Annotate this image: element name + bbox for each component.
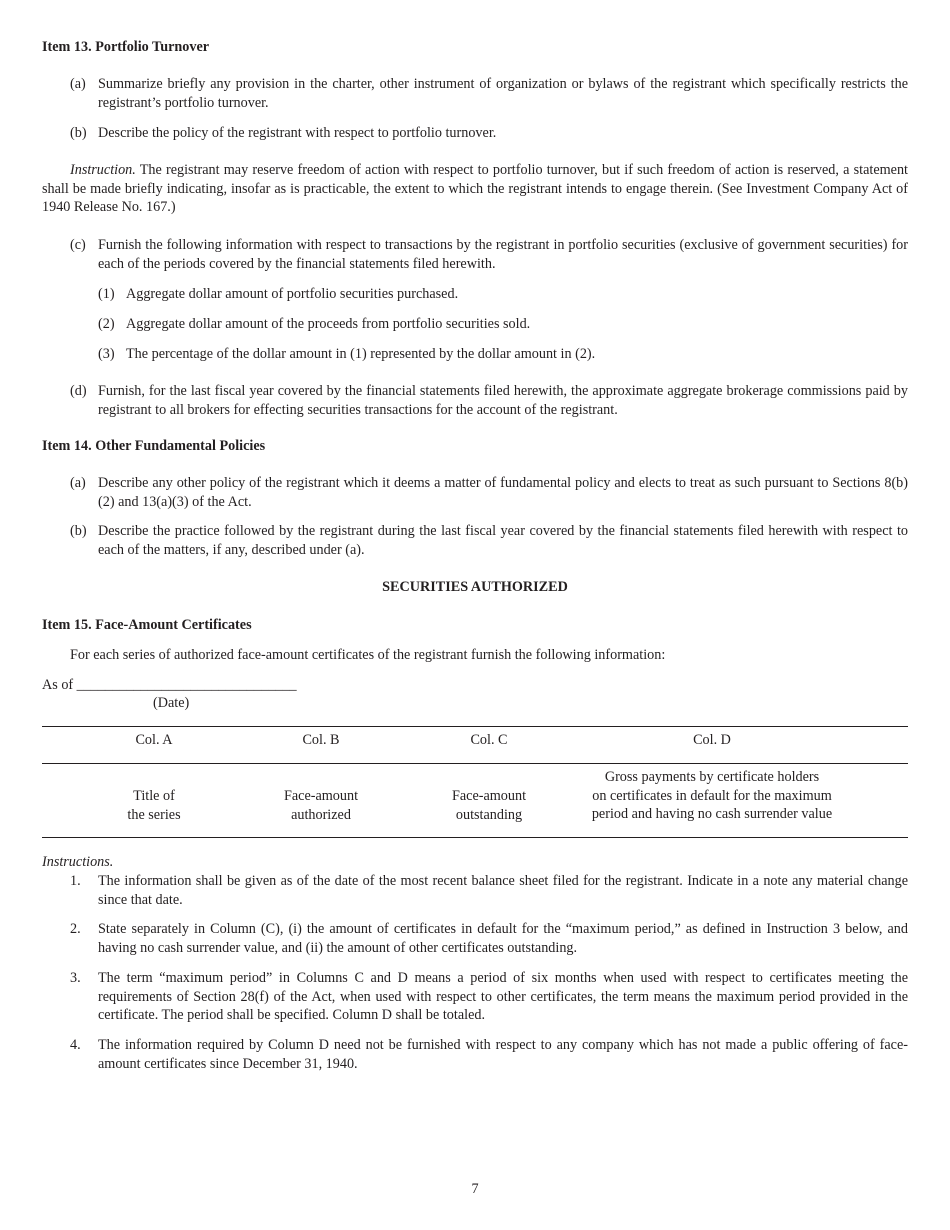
col-c-header: Col. C [470, 732, 508, 748]
item13-heading: Item 13. Portfolio Turnover [42, 39, 210, 55]
item13-b-label: (b) [70, 125, 87, 141]
instruction-3-text: The term “maximum period” in Columns C and D means a period of six months when used with respect to certificates meeting the requirements of Section 28(f) of the Act, when used with respect to other certificates, the term means the maximum period provided in the certificate. The period shall be specified. Column D shall be totaled. [98, 970, 908, 1024]
instruction-2 [42, 920, 908, 957]
instruction-3 [42, 969, 908, 1025]
col-b-cell [251, 787, 391, 824]
col-b-line: Face-amount [283, 788, 359, 804]
item14-b-label: (b) [70, 523, 87, 539]
item13-instruction [42, 161, 908, 217]
item13-c-text: Furnish the following information with respect to transactions by the registrant in portfolio securities (exclusive of government securities) for each of the periods covered by the financial statements filed herewith. [98, 237, 908, 272]
col-c-line: Face-amount [451, 788, 527, 804]
item14-b-text: Describe the practice followed by the registrant during the last fiscal year covered by the financial statements filed herewith with respect to each of the matters, if any, described under (a). [98, 523, 908, 558]
item13-c-3-text: The percentage of the dollar amount in (1) represented by the dollar amount in (2). [126, 346, 596, 362]
item13-b-text: Describe the policy of the registrant with respect to portfolio turnover. [98, 125, 497, 141]
instruction-1-text: The information shall be given as of the date of the most recent balance sheet filed for the registrant. Indicate in a note any material change since that date. [98, 873, 908, 908]
col-d-line: on certificates in default for the maximum [592, 787, 832, 804]
col-c-cell [419, 787, 559, 824]
item14-a [70, 474, 908, 511]
item13-d-label: (d) [70, 383, 87, 399]
item13-c-3 [98, 345, 908, 364]
item13-c [70, 236, 908, 273]
item14-a-text: Describe any other policy of the registrant which it deems a matter of fundamental policy and elects to treat as such pursuant to Sections 8(b)(2) and 13(a)(3) of the Act. [98, 475, 908, 510]
instruction-4-label: 4. [70, 1037, 81, 1053]
instruction-2-text: State separately in Column (C), (i) the amount of certificates in default for the “maximum period,” as defined in Instruction 3 below, and having no cash surrender value, and (ii) the amount of other certificates outstanding. [98, 921, 908, 956]
page-number: 7 [471, 1181, 479, 1197]
item13-c-label: (c) [70, 237, 86, 253]
item13-c-1-text: Aggregate dollar amount of portfolio securities purchased. [126, 286, 459, 302]
item15-heading: Item 15. Face-Amount Certificates [42, 617, 252, 633]
col-c-line: outstanding [455, 806, 523, 823]
instruction-1-label: 1. [70, 873, 81, 889]
item15-intro: For each series of authorized face-amount certificates of the registrant furnish the following information: [70, 647, 666, 663]
item13-instruction-text: The registrant may reserve freedom of action with respect to portfolio turnover, but if such freedom of action is reserved, a statement shall be made briefly indicating, insofar as is practicable, the extent to which the registrant intends to engage therein. (See Investment Company Act of 1940 Release No. 167.) [42, 162, 908, 216]
table-top-rule [42, 726, 908, 727]
col-d-cell [562, 768, 862, 824]
col-d-header: Col. D [693, 732, 731, 748]
instruction-3-label: 3. [70, 970, 81, 986]
item13-c-3-label: (3) [98, 346, 115, 362]
table-header-rule [42, 763, 908, 764]
col-d-line: period and having no cash surrender value [591, 806, 833, 823]
col-a-header: Col. A [135, 732, 173, 748]
instruction-4-text: The information required by Column D need not be furnished with respect to any company which has not made a public offering of face-amount certificates since December 31, 1940. [98, 1037, 908, 1072]
item13-instruction-label: Instruction. [70, 162, 136, 178]
col-a-cell [84, 787, 224, 824]
item13-c-2-label: (2) [98, 316, 115, 332]
col-a-line: Title of [133, 788, 175, 804]
col-b-line: authorized [291, 806, 351, 823]
item14-heading: Item 14. Other Fundamental Policies [42, 438, 266, 454]
item14-a-label: (a) [70, 475, 86, 491]
item13-c-2 [98, 315, 908, 334]
item13-c-1 [98, 285, 908, 304]
item13-a-label: (a) [70, 76, 86, 92]
col-d-line: Gross payments by certificate holders [604, 769, 820, 785]
date-caption: (Date) [153, 695, 190, 711]
item13-a [70, 75, 908, 112]
item13-a-text: Summarize briefly any provision in the charter, other instrument of organization or bylaws of the registrant which specifically restricts the registrant’s portfolio turnover. [98, 76, 908, 111]
section-title: SECURITIES AUTHORIZED [382, 579, 568, 595]
item14-b [70, 522, 908, 559]
instruction-2-label: 2. [70, 921, 81, 937]
instruction-4 [42, 1036, 908, 1073]
col-a-line: the series [127, 806, 181, 823]
item13-d [70, 382, 908, 419]
item13-b [70, 124, 908, 143]
table-bottom-rule [42, 837, 908, 838]
as-of-line: As of _______________________________ [42, 677, 297, 693]
col-b-header: Col. B [302, 732, 340, 748]
item13-c-2-text: Aggregate dollar amount of the proceeds from portfolio securities sold. [126, 316, 531, 332]
instruction-1 [42, 872, 908, 909]
item13-c-1-label: (1) [98, 286, 115, 302]
item13-d-text: Furnish, for the last fiscal year covered by the financial statements filed herewith, the approximate aggregate brokerage commissions paid by registrant to all brokers for effecting securities transactions for the account of the registrant. [98, 383, 908, 418]
instructions-label: Instructions. [42, 854, 114, 870]
